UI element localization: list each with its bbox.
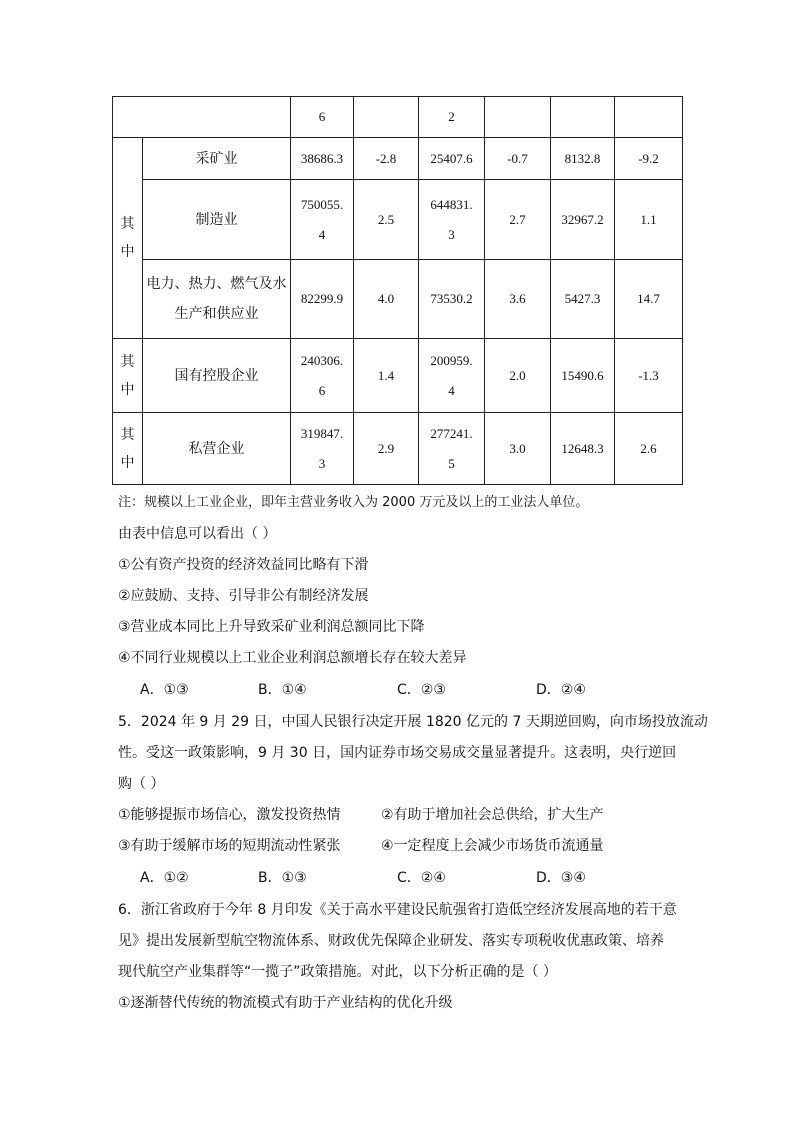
table-row <box>113 97 683 138</box>
table-cell: 2.6 <box>615 413 683 485</box>
table-cell <box>354 97 419 138</box>
table-cell: 277241. 5 <box>419 413 485 485</box>
table-cell: 3.6 <box>485 260 551 339</box>
question-4-stem: 由表中信息可以看出（ ） <box>118 526 277 542</box>
table-cell <box>615 97 683 138</box>
table-row <box>113 180 683 260</box>
question-4-option-d[interactable]: D．②④ <box>536 682 586 698</box>
table-cell: 2.0 <box>485 339 551 413</box>
question-5-statement-1: ①能够提振市场信心，激发投资热情 <box>118 807 341 823</box>
question-5-option-d[interactable]: D．③④ <box>536 870 586 886</box>
question-5-option-c[interactable]: C．②④ <box>397 870 446 886</box>
table-cell: -1.3 <box>615 339 683 413</box>
group-label-text: 其中 <box>120 216 135 260</box>
row-label: 私营企业 <box>143 413 291 485</box>
table-row <box>113 413 683 485</box>
question-5-option-b[interactable]: B．①③ <box>258 870 307 886</box>
table-cell: -9.2 <box>615 138 683 180</box>
table-cell: 12648.3 <box>551 413 615 485</box>
question-5-statement-2: ②有助于增加社会总供给，扩大生产 <box>381 807 604 823</box>
question-4-option-b[interactable]: B．①④ <box>258 682 307 698</box>
table-cell: -2.8 <box>354 138 419 180</box>
row-label: 电力、热力、燃气及水 生产和供应业 <box>143 260 291 339</box>
table-cell: 32967.2 <box>551 180 615 260</box>
table-cell: 2.9 <box>354 413 419 485</box>
table-cell: 38686.3 <box>291 138 354 180</box>
group-label <box>113 339 143 413</box>
table-cell: 4.0 <box>354 260 419 339</box>
question-4-option-c[interactable]: C．②③ <box>397 682 446 698</box>
table-cell <box>113 97 291 138</box>
question-4-option-a[interactable]: A．①③ <box>140 682 189 698</box>
table-row <box>113 339 683 413</box>
table-cell <box>551 97 615 138</box>
table-cell: 82299.9 <box>291 260 354 339</box>
row-label: 采矿业 <box>143 138 291 180</box>
group-label <box>113 413 143 485</box>
table-row <box>113 260 683 339</box>
table-cell: 14.7 <box>615 260 683 339</box>
table-cell: 1.4 <box>354 339 419 413</box>
table-row <box>113 138 683 180</box>
table-cell: 25407.6 <box>419 138 485 180</box>
statistics-table <box>112 96 683 485</box>
question-5-stem-line-3: 购（ ） <box>118 776 165 792</box>
question-5-stem-line-1: 5．2024 年 9 月 29 日，中国人民银行决定开展 1820 亿元的 7 天期逆回购，向市场投放流动 <box>118 714 708 730</box>
question-4-statement-2: ②应鼓励、支持、引导非公有制经济发展 <box>118 588 369 604</box>
table-cell: 2.7 <box>485 180 551 260</box>
table-cell: 2 <box>419 97 485 138</box>
table-cell: 200959. 4 <box>419 339 485 413</box>
question-4-statement-4: ④不同行业规模以上工业企业利润总额增长存在较大差异 <box>118 650 467 666</box>
table-note: 注：规模以上工业企业，即年主营业务收入为 2000 万元及以上的工业法人单位。 <box>118 495 589 510</box>
table-cell: 240306. 6 <box>291 339 354 413</box>
table-cell: 1.1 <box>615 180 683 260</box>
row-label: 制造业 <box>143 180 291 260</box>
question-5-stem-line-2: 性。受这一政策影响，9 月 30 日，国内证券市场交易成交量显著提升。这表明，央行逆回 <box>118 745 677 761</box>
table-cell: 3.0 <box>485 413 551 485</box>
table-cell: 73530.2 <box>419 260 485 339</box>
question-5-statement-4: ④一定程度上会减少市场货币流通量 <box>381 838 604 854</box>
table-cell: 644831. 3 <box>419 180 485 260</box>
table-cell <box>485 97 551 138</box>
table-cell: 15490.6 <box>551 339 615 413</box>
question-4-statement-1: ①公有资产投资的经济效益同比略有下滑 <box>118 557 369 573</box>
question-6-statement-1: ①逐渐替代传统的物流模式有助于产业结构的优化升级 <box>118 995 453 1011</box>
group-label <box>113 138 143 339</box>
table-cell: 750055. 4 <box>291 180 354 260</box>
table-cell: 2.5 <box>354 180 419 260</box>
table-cell: 5427.3 <box>551 260 615 339</box>
question-6-stem-line-3: 现代航空产业集群等“一揽子”政策措施。对此，以下分析正确的是（ ） <box>118 964 557 980</box>
table-cell: -0.7 <box>485 138 551 180</box>
question-5-option-a[interactable]: A．①② <box>140 870 189 886</box>
question-6-stem-line-2: 见》提出发展新型航空物流体系、财政优先保障企业研发、落实专项税收优惠政策、培养 <box>118 933 664 949</box>
question-6-stem-line-1: 6．浙江省政府于今年 8 月印发《关于高水平建设民航强省打造低空经济发展高地的若干意 <box>118 902 677 918</box>
row-label: 国有控股企业 <box>143 339 291 413</box>
question-4-statement-3: ③营业成本同比上升导致采矿业利润总额同比下降 <box>118 619 425 635</box>
table-cell: 8132.8 <box>551 138 615 180</box>
group-label-text: 其中 <box>120 353 135 398</box>
table-cell: 319847. 3 <box>291 413 354 485</box>
group-label-text: 其中 <box>120 426 135 471</box>
question-5-statement-3: ③有助于缓解市场的短期流动性紧张 <box>118 838 341 854</box>
table-cell: 6 <box>291 97 354 138</box>
